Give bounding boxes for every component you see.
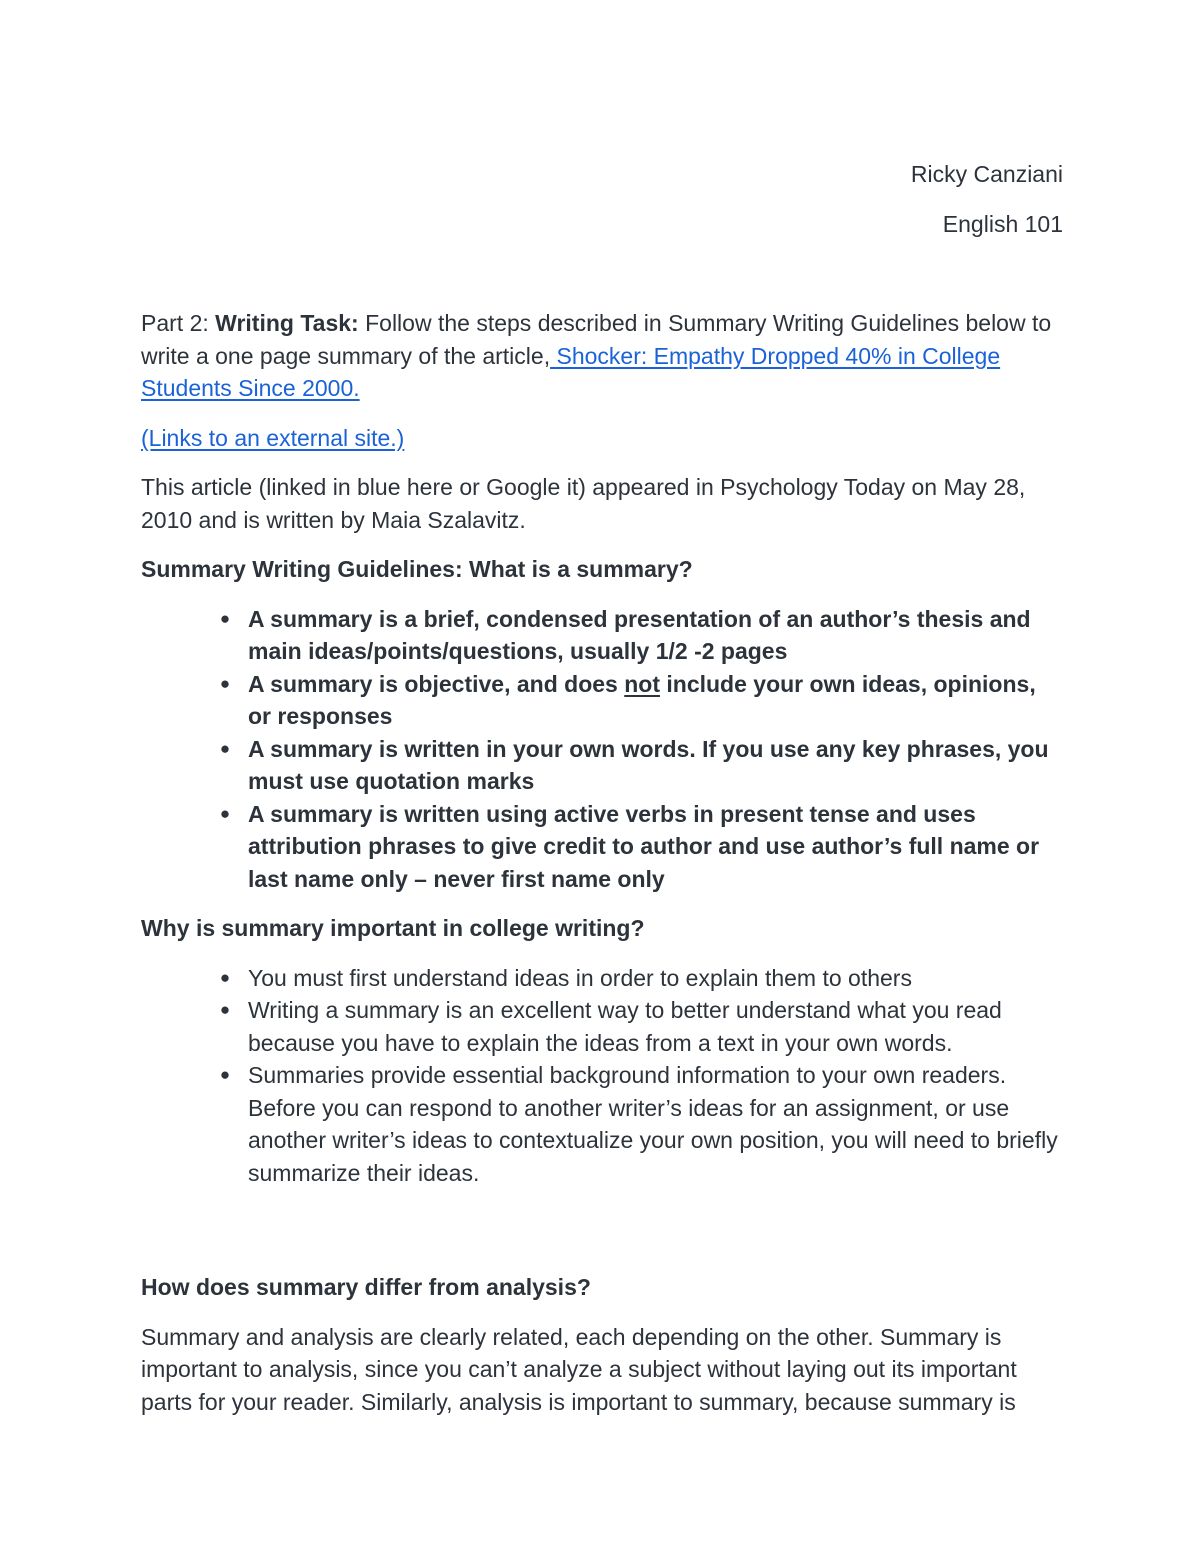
part-label: Part 2: bbox=[141, 310, 216, 336]
importance-list bbox=[141, 962, 1063, 1190]
underlined-not: not bbox=[624, 670, 660, 697]
intro-paragraph bbox=[141, 307, 1063, 405]
guidelines-heading: Summary Writing Guidelines: What is a summary? bbox=[141, 556, 693, 582]
bullet-icon: ● bbox=[219, 1065, 231, 1084]
list-item: ● A summary is objective, and does not include your own ideas, opinions, or responses bbox=[248, 668, 1063, 733]
list-item: ● You must first understand ideas in order to explain them to others bbox=[248, 962, 1063, 995]
task-text: Follow the steps described in Summary Writing Guidelines below to write a one page summary of the article, bbox=[141, 310, 1052, 369]
external-site-link[interactable]: (Links to an external site.) bbox=[141, 424, 405, 451]
author-name: Ricky Canziani bbox=[910, 161, 1063, 187]
list-item: ● Summaries provide essential background information to your own readers. Before you can respond to another writer’s ideas for an assignment, or use another writer’s ideas to contextualize your own position, you will need to briefly summarize their ideas. bbox=[248, 1059, 1063, 1189]
bullet-icon: ● bbox=[219, 738, 231, 758]
guidelines-list bbox=[141, 603, 1063, 896]
bullet-icon: ● bbox=[219, 1000, 231, 1019]
list-item: ● A summary is written in your own words. If you use any key phrases, you must use quotation marks bbox=[248, 733, 1063, 798]
importance-heading: Why is summary important in college writing? bbox=[141, 915, 645, 941]
external-link-paragraph bbox=[141, 422, 1063, 455]
article-link[interactable]: Shocker: Empathy Dropped 40% in College Students Since 2000. bbox=[141, 342, 1001, 401]
analysis-paragraph: Summary and analysis are clearly related, each depending on the other. Summary is important to analysis, since you can’t analyze a subject without laying out its important parts for your reader. Similarly, analysis is important to summary, because summary is bbox=[141, 1323, 1017, 1415]
course-name: English 101 bbox=[942, 210, 1063, 237]
bullet-icon: ● bbox=[219, 673, 231, 693]
list-item: ● Writing a summary is an excellent way to better understand what you read because you have to explain the ideas from a text in your own words. bbox=[248, 994, 1063, 1059]
bullet-icon: ● bbox=[219, 967, 231, 987]
document-page bbox=[141, 158, 1063, 1418]
bullet-icon: ● bbox=[219, 803, 231, 823]
list-item: ● A summary is written using active verbs in present tense and uses attribution phrases to give credit to author and use author’s full name or last name only – never first name only bbox=[248, 798, 1063, 896]
bullet-icon: ● bbox=[219, 608, 231, 628]
analysis-heading: How does summary differ from analysis? bbox=[141, 1274, 591, 1300]
task-label: Writing Task: bbox=[215, 310, 359, 336]
article-info: This article (linked in blue here or Google it) appeared in Psychology Today on May 28, 2010 and is written by Maia Szalavitz. bbox=[141, 474, 1026, 533]
list-item: ● A summary is a brief, condensed presentation of an author’s thesis and main ideas/points/questions, usually 1/2 -2 pages bbox=[248, 603, 1063, 668]
